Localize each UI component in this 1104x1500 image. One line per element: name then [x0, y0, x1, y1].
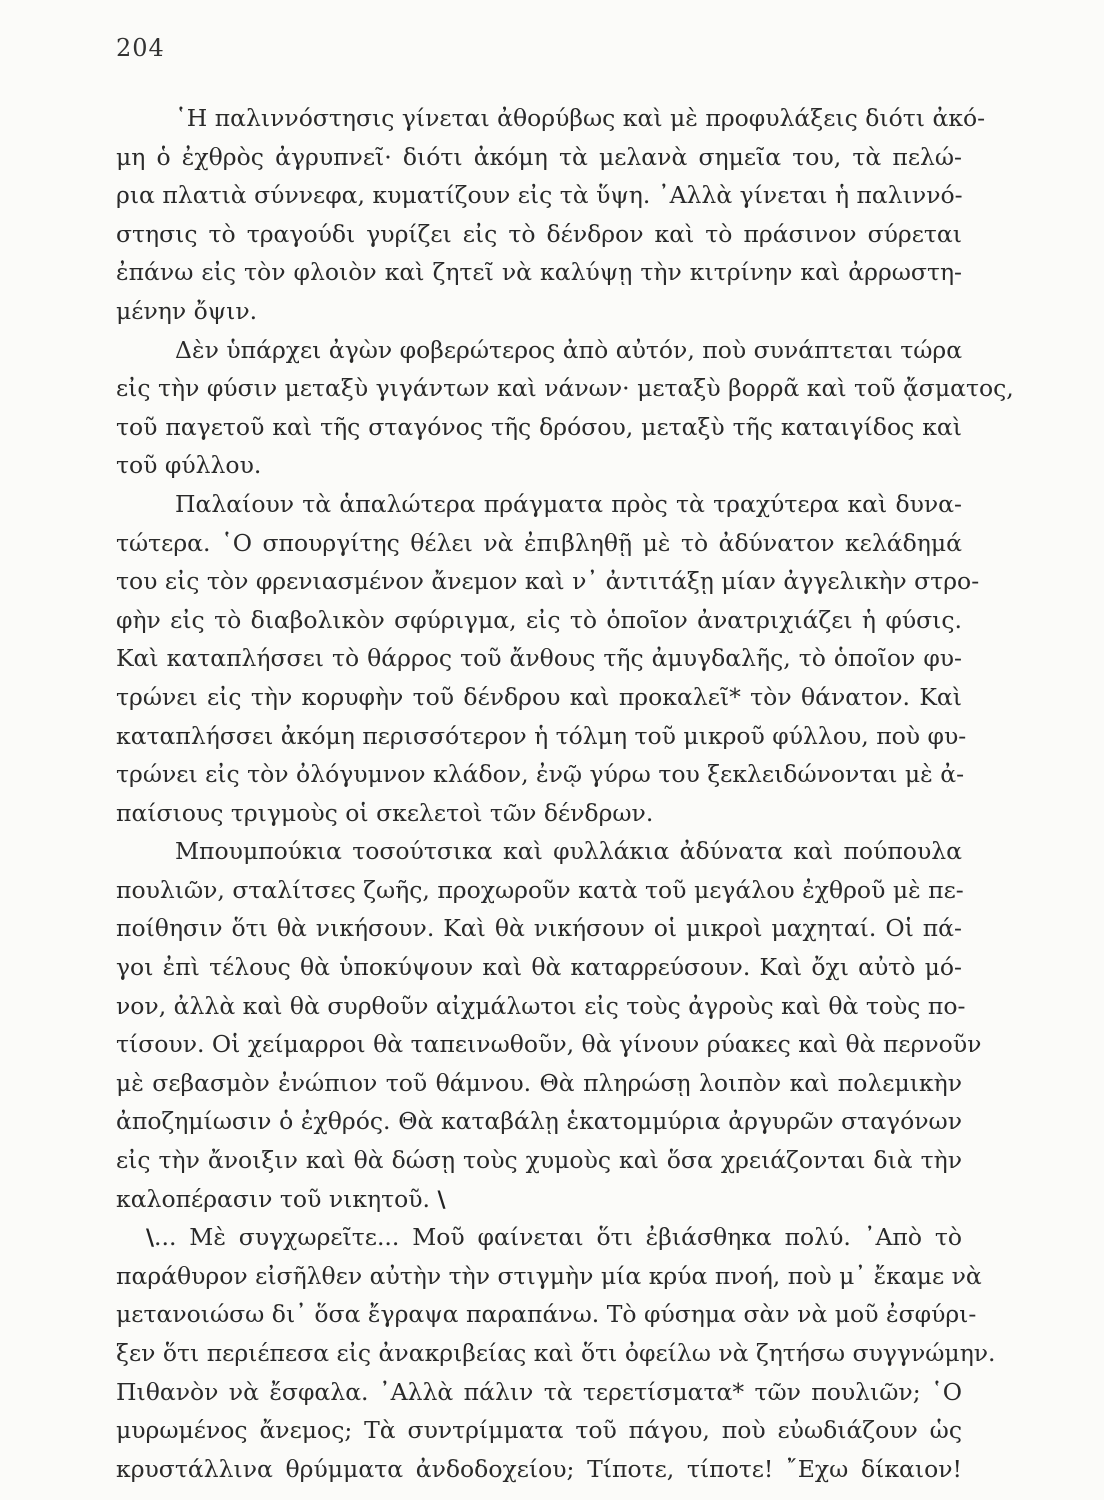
text-line: μυρωμένος ἄνεμος; Τὰ συντρίμματα τοῦ πάγου, ποὺ εὐωδιάζουν ὡς [116, 1416, 962, 1445]
text-line: μένην ὄψιν. [116, 296, 258, 325]
text-line: γοι ἐπὶ τέλους θὰ ὑποκύψουν καὶ θὰ καταρρεύσουν. Καὶ ὄχι αὐτὸ μό- [116, 953, 962, 982]
text-line: Καὶ καταπλήσσει τὸ θάρρος τοῦ ἄνθους τῆς ἀμυγδαλῆς, τὸ ὁποῖον φυ- [116, 644, 962, 673]
text-line: ξεν ὅτι περιέπεσα εἰς ἀνακριβείας καὶ ὅτι ὀφείλω νὰ ζητήσω συγγνώμην. [116, 1339, 996, 1367]
editorial-mark: \ [146, 1226, 155, 1252]
text-line: εἰς τὴν ἄνοιξιν καὶ θὰ δώσῃ τοὺς χυμοὺς καὶ ὅσα χρειάζονται διὰ τὴν [116, 1146, 962, 1175]
text-line: τίσουν. Οἱ χείμαρροι θὰ ταπεινωθοῦν, θὰ γίνουν ρύακες καὶ θὰ περνοῦν [116, 1030, 982, 1059]
text-line: εἰς τὴν φύσιν μεταξὺ γιγάντων καὶ νάνων· μεταξὺ βορρᾶ καὶ τοῦ ᾄσματος, [116, 374, 1014, 403]
text-line: ῾Η παλιννόστησις γίνεται ἀθορύβως καὶ μὲ προφυλάξεις διότι ἀκό- [175, 104, 986, 132]
text-line: Παλαίουν τὰ ἁπαλώτερα πράγματα πρὸς τὰ τραχύτερα καὶ δυνα- [175, 489, 962, 518]
text-line: πουλιῶν, σταλίτσες ζωῆς, προχωροῦν κατὰ τοῦ μεγάλου ἐχθροῦ μὲ πε- [116, 875, 964, 904]
text-line: μὲ σεβασμὸν ἐνώπιον τοῦ θάμνου. Θὰ πληρώσῃ λοιπὸν καὶ πολεμικὴν [116, 1068, 962, 1097]
text-line: μη ὁ ἐχθρὸς ἀγρυπνεῖ· διότι ἀκόμη τὰ μελανὰ σημεῖα του, τὰ πελώ- [116, 142, 962, 171]
text-line: φὴν εἰς τὸ διαβολικὸν σφύριγμα, εἰς τὸ ὁποῖον ἀνατριχιάζει ἡ φύσις. [116, 605, 962, 634]
text-line: Δὲν ὑπάρχει ἀγὼν φοβερώτερος ἀπὸ αὐτόν, ποὺ συνάπτεται τώρα [175, 335, 963, 364]
text-line: Πιθανὸν νὰ ἔσφαλα. ᾽Αλλὰ πάλιν τὰ τερετίσματα* τῶν πουλιῶν; ῾Ο [116, 1377, 962, 1406]
text-line: τοῦ παγετοῦ καὶ τῆς σταγόνος τῆς δρόσου, μεταξὺ τῆς καταιγίδος καὶ [116, 412, 962, 441]
body-text [116, 99, 1014, 1488]
editorial-mark: \ [437, 1187, 446, 1213]
text-line: τώτερα. ῾Ο σπουργίτης θέλει νὰ ἐπιβληθῇ μὲ τὸ ἀδύνατον κελάδημά [116, 528, 962, 557]
text-line: τρώνει εἰς τὸν ὀλόγυμνον κλάδον, ἐνῷ γύρω του ξεκλειδώνονται μὲ ἀ- [116, 760, 965, 789]
text-line: νον, ἀλλὰ καὶ θὰ συρθοῦν αἰχμάλωτοι εἰς τοὺς ἀγροὺς καὶ θὰ τοὺς πο- [116, 991, 966, 1020]
text-line: παράθυρον εἰσῆλθεν αὐτὴν τὴν στιγμὴν μία κρύα πνοή, ποὺ μ᾽ ἔκαμε νὰ [116, 1261, 982, 1290]
text-line: Μπουμπούκια τοσούτσικα καὶ φυλλάκια ἀδύνατα καὶ πούπουλα [175, 837, 962, 866]
text-line: τρώνει εἰς τὴν κορυφὴν τοῦ δένδρου καὶ προκαλεῖ* τὸν θάνατον. Καὶ [116, 682, 962, 711]
text-line [116, 1180, 962, 1219]
text-line: στησις τὸ τραγούδι γυρίζει εἰς τὸ δένδρον καὶ τὸ πράσινον σύρεται [116, 219, 962, 248]
text-line: ἀποζημίωσιν ὁ ἐχθρός. Θὰ καταβάλῃ ἑκατομμύρια ἀργυρῶν σταγόνων [116, 1107, 962, 1136]
text-line: παίσιους τριγμοὺς οἱ σκελετοὶ τῶν δένδρων. [116, 798, 654, 827]
text-line: ποίθησιν ὅτι θὰ νικήσουν. Καὶ θὰ νικήσουν οἱ μικροὶ μαχηταί. Οἱ πά- [116, 914, 962, 943]
text-line: κρυστάλλινα θρύμματα ἀνδοδοχείου; Τίποτε, τίποτε! ῎Εχω δίκαιον! [116, 1454, 962, 1483]
text-line-content: ... Μὲ συγχωρεῖτε... Μοῦ φαίνεται ὅτι ἐβιάσθηκα πολύ. ᾽Απὸ τὸ [154, 1223, 962, 1252]
text-line [116, 1218, 962, 1257]
text-line: τοῦ φύλλου. [116, 451, 262, 480]
text-line: μετανοιώσω δι᾽ ὅσα ἔγραψα παραπάνω. Τὸ φύσημα σὰν νὰ μοῦ ἐσφύρι- [116, 1300, 977, 1329]
text-line-content: καλοπέρασιν τοῦ νικητοῦ. [116, 1184, 430, 1213]
page-number: 204 [116, 34, 165, 62]
text-line: ἐπάνω εἰς τὸν φλοιὸν καὶ ζητεῖ νὰ καλύψῃ τὴν κιτρίνην καὶ ἀρρωστη- [116, 258, 962, 287]
text-line: καταπλήσσει ἀκόμη περισσότερον ἡ τόλμη τοῦ μικροῦ φύλλου, ποὺ φυ- [116, 721, 967, 750]
text-line: ρια πλατιὰ σύννεφα, κυματίζουν εἰς τὰ ὕψη. ᾽Αλλὰ γίνεται ἡ παλιννό- [116, 181, 963, 210]
text-line: του εἰς τὸν φρενιασμένον ἄνεμον καὶ ν᾽ ἀντιτάξῃ μίαν ἀγγελικὴν στρο- [116, 567, 980, 596]
